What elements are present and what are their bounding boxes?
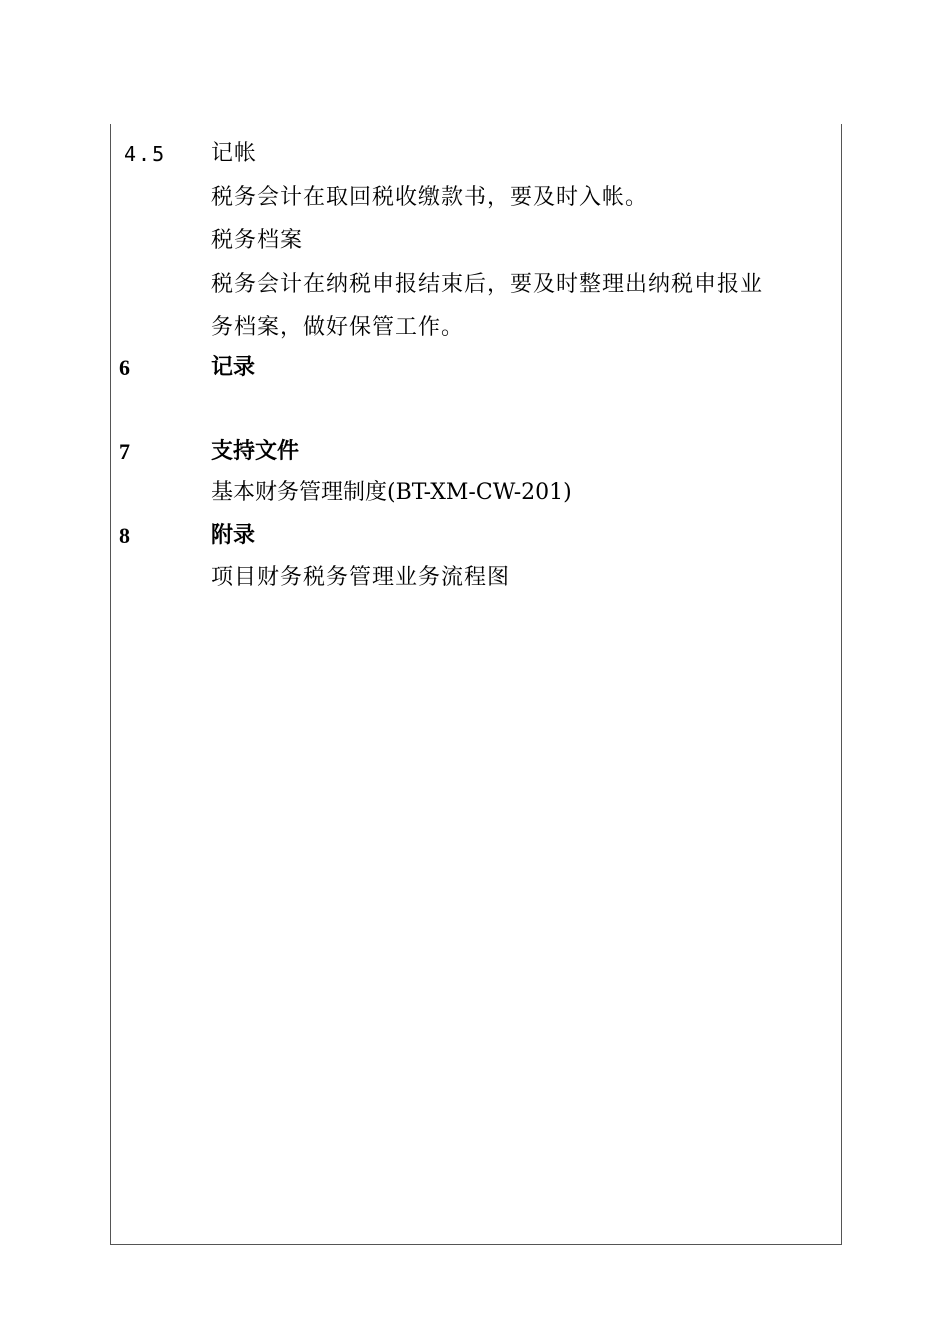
section-body-8: 项目财务税务管理业务流程图 xyxy=(211,565,511,590)
section-title-7: 支持文件 xyxy=(211,439,300,464)
section-number-8: 8 xyxy=(119,523,130,548)
section-number-4-5: 4.5 xyxy=(124,142,167,166)
section-title-8: 附录 xyxy=(211,523,256,548)
section-number-6: 6 xyxy=(119,355,130,380)
subsection-body-archive-line1: 税务会计在纳税申报结束后，要及时整理出纳税申报业 xyxy=(211,272,764,297)
section-title-6: 记录 xyxy=(211,355,256,380)
section-number-7: 7 xyxy=(119,439,130,464)
section-title-4-5: 记帐 xyxy=(211,141,258,166)
subsection-title-archive: 税务档案 xyxy=(211,228,304,253)
section-body-4-5: 税务会计在取回税收缴款书，要及时入帐。 xyxy=(211,185,649,210)
section-body-7: 基本财务管理制度(BT-XM-CW-201) xyxy=(211,480,572,505)
subsection-body-archive-line2: 务档案，做好保管工作。 xyxy=(211,315,465,340)
